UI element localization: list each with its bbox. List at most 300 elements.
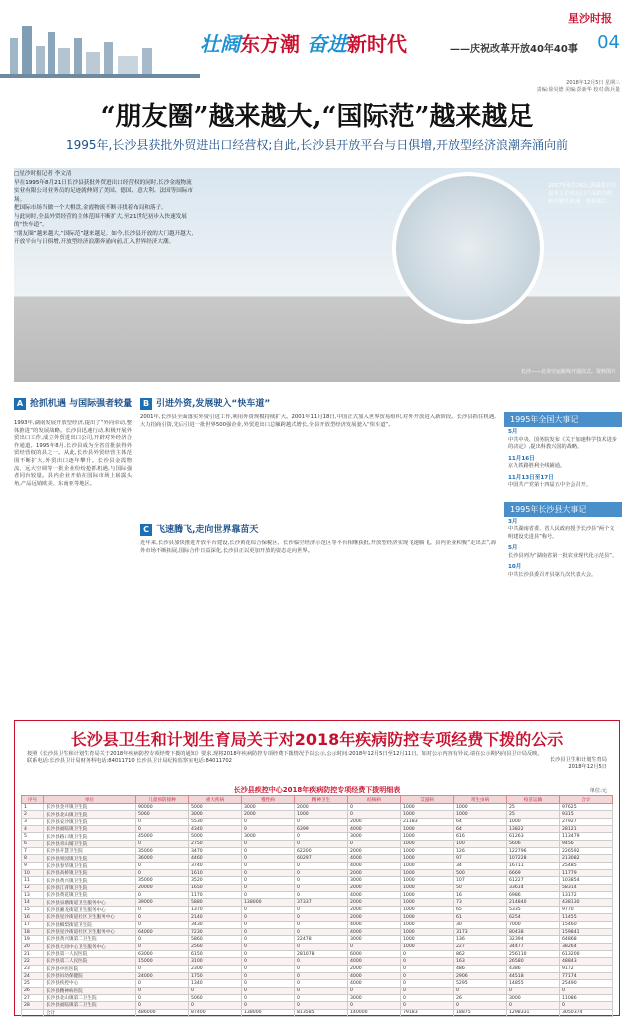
table-cell: 62200 [295,848,348,855]
table-cell: 0 [348,840,401,847]
table-cell: 60297 [295,855,348,862]
table-cell: 1000 [401,862,454,869]
table-cell: 64 [454,818,507,825]
table-cell: 长沙县安沙镇卫生院 [44,818,136,825]
table-cell: 9770 [560,906,613,913]
table-row [22,921,613,928]
table-cell: 4000 [348,972,401,979]
event-date: 11月13日至17日 [508,474,554,481]
table-cell: 1000 [401,840,454,847]
table-cell: 30 [454,921,507,928]
table-cell: 10 [22,870,44,877]
table-row [22,943,613,950]
table-cell: 24 [22,972,44,979]
table-header: 单位 [44,796,136,804]
table-cell: 19 [22,936,44,943]
table-cell: 0 [295,818,348,825]
table-cell: 0 [295,994,348,1001]
subheadline: 1995年,长沙县获批外贸进出口经营权;自此,长沙县开放平台与日俱增,开放型经济浪潮奔涌向前 [65,138,569,152]
table-cell: 长沙县中医医院 [44,965,136,972]
table-row [22,892,613,899]
table-cell: 9 [22,862,44,869]
table-row [22,811,613,818]
table-cell: 16 [22,914,44,921]
table-cell: 0 [295,928,348,935]
table-cell: 0 [242,892,295,899]
table-cell: 0 [242,877,295,884]
table-cell: 58314 [560,884,613,891]
table-cell: 长沙县江背镇卫生院 [44,884,136,891]
table-cell: 281078 [295,950,348,957]
table-cell: 长沙县湘龙街道卫生服务中心 [44,906,136,913]
table-cell: 11 [22,877,44,884]
table-cell: 2000 [295,804,348,811]
table-cell: 486 [454,965,507,972]
public-notice [14,720,620,1016]
events-sidebar [504,412,622,581]
table-cell: 77174 [560,972,613,979]
notice-text: 按照《长沙县卫生和计划生育局关于2018年疾病防控专项经费下拨的通知》要求,现将2018年疾病防控专项经费下拨情况予以公示,公示时间:2018年12月5日至12月11日。如对公示内容有异议,请在公示期内向县卫计局反映。 联系电话:长沙县卫计局财务科电话:84011710 长沙县卫计局纪检监察室电话:84011702 [27,751,543,764]
table-cell: 1000 [454,811,507,818]
table-cell: 0 [295,958,348,965]
table-cell: 227 [454,943,507,950]
table-header: 儿童预防接种 [136,796,189,804]
table-cell: 65 [454,906,507,913]
table-cell: 5860 [189,936,242,943]
table-cell: 28121 [560,826,613,833]
table-cell: 0 [242,987,295,994]
table-cell: 48843 [560,958,613,965]
event-item [504,562,622,581]
table-cell: 长沙县金井镇卫生院 [44,804,136,811]
table-cell: 0 [136,921,189,928]
table-cell: 0 [295,833,348,840]
table-cell: 0 [295,965,348,972]
table-row [22,914,613,921]
table-row [22,862,613,869]
table-cell: 3173 [454,928,507,935]
table-cell: 61227 [507,877,560,884]
table-cell: 0 [295,921,348,928]
table-cell: 15000 [136,958,189,965]
table-header: 疫苗运输 [507,796,560,804]
table-cell: 0 [454,1002,507,1009]
table-cell: 2000 [348,965,401,972]
table-cell: 1000 [401,811,454,818]
event-item [504,454,622,473]
event-date: 5月 [508,545,518,551]
table-cell: 0 [401,958,454,965]
table-cell: 13822 [507,826,560,833]
table-cell: 1000 [401,943,454,950]
table-cell: 0 [295,1002,348,1009]
table-cell: 合计 [44,1009,136,1016]
table-cell: 0 [242,921,295,928]
table-cell: 长沙县青山铺卫生院 [44,840,136,847]
table-cell: 5530 [189,818,242,825]
table-cell: 5295 [454,980,507,987]
event-text: 中共中央、国务院发布《关于加速科学技术进步的决定》,提出科教兴国的战略。 [508,436,617,450]
table-cell: 97625 [560,804,613,811]
table-cell: 3000 [348,936,401,943]
table-cell: 35000 [136,848,189,855]
table-cell: 2000 [348,870,401,877]
masthead [0,0,634,78]
table-cell: 28 [22,1002,44,1009]
events-national-title: 1995年全国大事记 [504,412,622,427]
table-cell: 0 [507,1002,560,1009]
table-cell: 5880 [189,899,242,906]
table-cell: 0 [242,928,295,935]
table-cell: 0 [295,943,348,950]
table-cell: 63000 [136,950,189,957]
table-row [22,884,613,891]
table-cell: 50 [454,884,507,891]
table-cell: 226592 [560,848,613,855]
table-cell: 15460 [560,921,613,928]
table-cell: 2000 [348,884,401,891]
table-cell: 14855 [507,980,560,987]
event-text: 长沙县列为“湖南省第一批农业现代化示范县”。 [508,552,618,559]
table-cell: 2000 [348,914,401,921]
table-row [22,818,613,825]
table-cell: 1750 [189,972,242,979]
table-cell: 0 [507,987,560,994]
table-cell: 1610 [189,870,242,877]
table-cell: 6254 [507,914,560,921]
inset-caption: 2017年6月26日,满载着长沙县本土企业出口产品的中欧班列驶往欧洲。资料图片 [548,183,617,205]
table-cell: 13172 [560,892,613,899]
table-cell: 6 [22,840,44,847]
table-cell: 0 [242,950,295,957]
table-cell: 4000 [348,928,401,935]
table-cell: 0 [136,818,189,825]
table-cell: 113479 [560,833,613,840]
table-cell: 3 [22,818,44,825]
table-cell: 73 [454,899,507,906]
table-cell: 5606 [507,840,560,847]
slogan: 壮阔东方潮 奋进新时代 [200,32,407,56]
table-cell: 0 [136,892,189,899]
table-cell: 0 [242,958,295,965]
table-cell: 159841 [560,928,613,935]
table-row [22,950,613,957]
table-cell: 80438 [507,928,560,935]
table-cell: 25 [507,804,560,811]
table-cell: 7000 [507,921,560,928]
table-cell: 1000 [401,870,454,877]
table-cell: 4340 [189,826,242,833]
events-county-title: 1995年长沙县大事记 [504,502,622,517]
table-cell: 11455 [560,914,613,921]
table-cell: 4460 [189,855,242,862]
table-cell: 22 [22,958,44,965]
table-cell: 长沙县北山镇第二卫生院 [44,994,136,1001]
table-cell: 0 [242,972,295,979]
table-cell: 64000 [136,928,189,935]
table-cell: 1650 [189,884,242,891]
table-cell: 2140 [189,914,242,921]
table-cell: 0 [242,884,295,891]
table-cell: 0 [348,1002,401,1009]
table-cell: 9315 [560,811,613,818]
table-cell: 17 [22,921,44,928]
table-cell: 107 [454,877,507,884]
table-cell: 1000 [401,936,454,943]
table-cell: 1000 [295,811,348,818]
table-row [22,928,613,935]
event-text: 中国共产党第十四届五中全会召开。 [508,482,592,488]
table-cell: 214840 [507,899,560,906]
table-cell [22,1009,44,1016]
table-header: 序号 [22,796,44,804]
table-cell: 0 [401,980,454,987]
table-cell: 0 [242,965,295,972]
table-cell: 0 [189,987,242,994]
table-cell: 4000 [348,980,401,987]
table-cell: 3430 [189,921,242,928]
dateline: 2018年12月5日 星期三 责编:徐昊德 美编:彭新华 校对:陈兵量 [536,80,620,93]
table-cell: 0 [348,943,401,950]
table-cell: 长沙县第二人民医院 [44,958,136,965]
table-cell: 0 [401,1002,454,1009]
table-cell: 0 [295,877,348,884]
table-cell: 3000 [242,833,295,840]
table-header: 结核病 [348,796,401,804]
table-cell: 2000 [348,906,401,913]
event-date: 3月 [508,518,518,525]
table-cell: 613200 [560,950,613,957]
table-cell: 0 [242,826,295,833]
table-cell: 5060 [136,811,189,818]
table-cell: 0 [560,1002,613,1009]
table-cell: 3050374 [560,1009,613,1016]
table-cell: 0 [136,840,189,847]
table-cell: 25 [22,980,44,987]
table-cell: 4000 [348,826,401,833]
table-cell: 0 [136,987,189,994]
table-cell: 6000 [348,950,401,957]
inset-photo [392,172,544,324]
table-header: 艾滋病 [401,796,454,804]
table-cell: 长沙县黄兴镇第二卫生院 [44,936,136,943]
table-cell: 36000 [136,855,189,862]
table-cell: 1170 [189,892,242,899]
table-cell: 1000 [401,884,454,891]
table-cell: 34477 [507,943,560,950]
table-header: 精神卫生 [295,796,348,804]
table-cell: 0 [348,804,401,811]
table-row [22,877,613,884]
table-cell: 18 [22,928,44,935]
table-cell: 21183 [401,818,454,825]
table-cell: 61263 [507,833,560,840]
table-cell: 64868 [560,936,613,943]
table-cell: 122796 [507,848,560,855]
table-row [22,987,613,994]
table-cell: 38264 [560,943,613,950]
table-cell: 1000 [401,914,454,921]
table-title: 长沙县疾控中心2018年疾病防控专项经费下拨明细表 [233,786,401,794]
table-cell: 长沙县路口镇卫生院 [44,833,136,840]
table-cell: 103854 [560,877,613,884]
table-cell: 长沙县星沙街道社区卫生服务中心 [44,928,136,935]
table-cell: 长沙县福临镇卫生院 [44,826,136,833]
table-cell: 1 [22,804,44,811]
table-cell: 21 [22,950,44,957]
table-cell: 1000 [401,804,454,811]
table-cell: 长沙县高桥镇卫生院 [44,870,136,877]
funds-table [21,795,613,1017]
table-cell: 长沙县榔梨街道卫生院 [44,921,136,928]
table-cell: 2000 [242,811,295,818]
table-cell: 1000 [401,899,454,906]
paper-name: 星沙时报 [568,12,612,25]
table-cell: 长沙县星沙街道社区卫生服务中心 [44,914,136,921]
table-unit: 单位:元 [589,788,607,794]
table-cell: 0 [295,870,348,877]
table-cell: 0 [242,870,295,877]
table-cell: 138000 [242,899,295,906]
table-cell: 25 [507,811,560,818]
table-cell: 1000 [401,833,454,840]
table-cell: 1000 [401,855,454,862]
table-cell: 22478 [295,936,348,943]
notice-title: 长沙县卫生和计划生育局关于对2018年疾病防控专项经费下拨的公示 [70,730,564,749]
table-cell: 7230 [189,928,242,935]
table-cell: 5335 [507,906,560,913]
table-cell: 3000 [348,833,401,840]
table-cell: 4000 [348,862,401,869]
table-cell: 3000 [189,811,242,818]
event-date: 11月16日 [508,455,535,462]
table-cell: 9172 [560,965,613,972]
table-cell: 3000 [348,877,401,884]
table-row [22,870,613,877]
table-cell: 2300 [189,965,242,972]
table-cell: 0 [295,884,348,891]
table-cell: 37337 [295,899,348,906]
table-row [22,936,613,943]
table-cell: 0 [136,965,189,972]
table-cell: 138000 [242,1009,295,1016]
table-cell: 0 [454,987,507,994]
table-cell: 0 [242,848,295,855]
table-cell: 126 [454,848,507,855]
table-cell: 256110 [507,950,560,957]
table-cell: 2906 [454,972,507,979]
table-cell: 438130 [560,899,613,906]
table-cell: 8 [22,855,44,862]
table-row [22,994,613,1001]
table-row [22,833,613,840]
table-cell: 0 [295,914,348,921]
table-cell: 1000 [454,804,507,811]
table-cell: 79183 [401,1009,454,1016]
table-cell: 4386 [507,965,560,972]
table-cell: 12 [22,884,44,891]
table-row [22,906,613,913]
table-cell: 长沙县大同中心卫生服务中心 [44,943,136,950]
table-cell: 0 [242,862,295,869]
table-cell: 11779 [560,870,613,877]
table-cell: 64 [454,826,507,833]
table-cell: 87400 [189,1009,242,1016]
table-cell: 0 [401,972,454,979]
table-cell: 9456 [560,840,613,847]
event-item [504,427,622,454]
table-cell: 0 [242,1002,295,1009]
table-cell: 1000 [401,826,454,833]
table-cell: 0 [242,840,295,847]
table-cell: 24000 [136,972,189,979]
table-header: 重大疾病 [189,796,242,804]
table-cell: 长沙县泉塘街道卫生服务中心 [44,899,136,906]
table-cell: 27 [22,994,44,1001]
table-cell: 97 [454,855,507,862]
table-cell: 0 [295,906,348,913]
table-cell: 39000 [136,899,189,906]
section-c-title: C 飞速腾飞,走向世界靠苗天 [140,522,258,536]
table-cell: 0 [242,906,295,913]
table-cell: 0 [242,994,295,1001]
table-cell: 140000 [348,1009,401,1016]
table-cell: 26 [454,994,507,1001]
table-cell: 5000 [189,804,242,811]
table-cell: 213082 [560,855,613,862]
event-text: 中共长沙县委召开县第九次代表大会。 [508,571,597,578]
table-cell: 26580 [507,958,560,965]
table-cell: 1000 [401,928,454,935]
city-skyline-icon [0,18,200,78]
table-cell: 486000 [136,1009,189,1016]
event-text: 中共湖南省委、省人民政府授予长沙县“两个文明建设先进县”称号。 [508,526,615,540]
table-cell: 26 [22,987,44,994]
table-cell: 107228 [507,855,560,862]
table-cell: 3470 [189,848,242,855]
table-cell: 11086 [560,994,613,1001]
table-cell: 0 [136,936,189,943]
table-cell: 长沙县疾控中心 [44,980,136,987]
table-cell: 13 [22,892,44,899]
table-cell: 长沙县黄兴镇卫生院 [44,877,136,884]
table-cell: 1298331 [507,1009,560,1016]
table-cell: 0 [136,906,189,913]
table-header: 慢性病 [242,796,295,804]
event-date: 10月 [508,564,522,570]
table-cell: 长沙县福临镇第二卫生院 [44,1002,136,1009]
photo-caption: 长沙——北美空运航线开通仪式。资料图片 [520,369,616,375]
table-cell: 3000 [242,804,295,811]
section-b-text: 2001年,长沙县全面落实外资引进工作,利用外资规模持续扩大。2001年11月18日,中国正式加入世界贸易组织,对外开放进入新阶段。长沙县抓住机遇,大力招商引资,先后引进一批世界500强企业,外贸进出口总额跨越式增长,全县开放型经济发展驶入“快车道”。 [140,414,496,428]
table-cell: 0 [401,950,454,957]
table-cell: 1000 [401,892,454,899]
table-cell: 0 [136,870,189,877]
notice-sign: 长沙县卫生和计划生育局 2018年12月5日 [549,757,607,770]
table-cell: 0 [136,943,189,950]
table-row [22,840,613,847]
table-cell: 163 [454,958,507,965]
table-cell: 2560 [189,943,242,950]
table-cell: 1000 [401,877,454,884]
table-row [22,826,613,833]
table-cell: 0 [136,994,189,1001]
table-cell: 0 [401,965,454,972]
table-cell: 34 [454,862,507,869]
table-cell: 1000 [401,906,454,913]
table-cell: 27927 [560,818,613,825]
table-cell: 0 [242,855,295,862]
